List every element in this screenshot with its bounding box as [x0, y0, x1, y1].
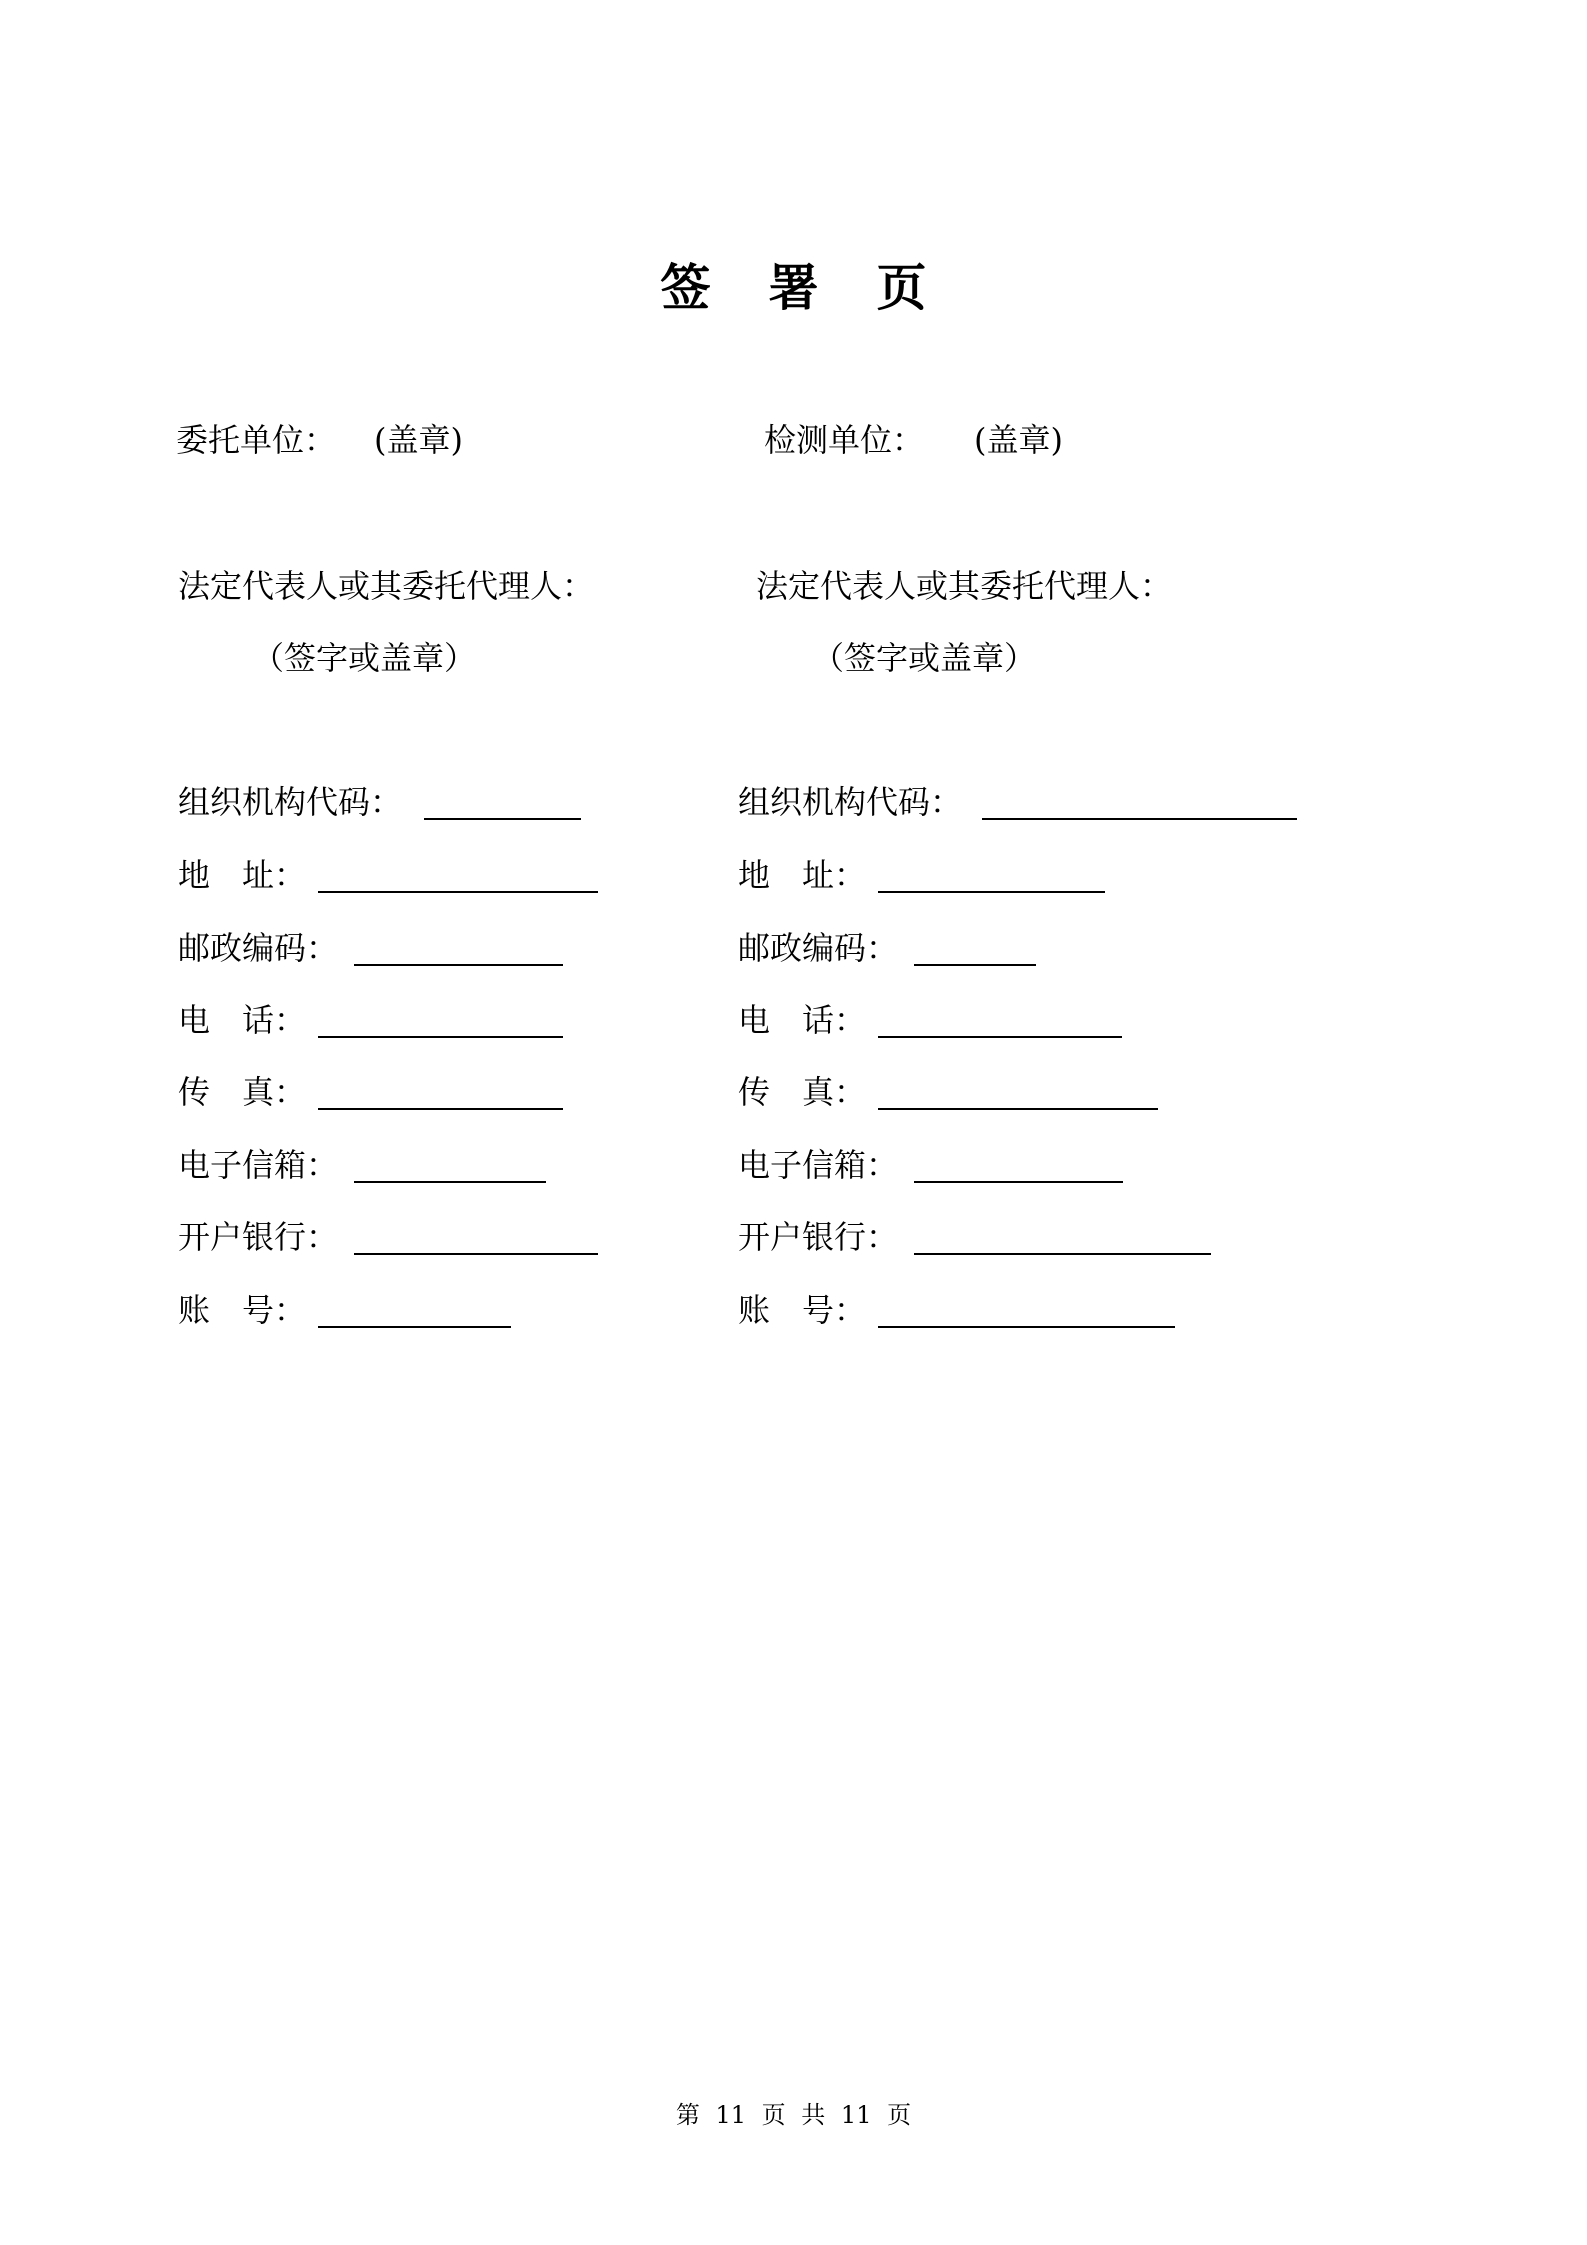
- client-org-code-field[interactable]: [424, 818, 581, 820]
- tester-org-code-field[interactable]: [982, 818, 1297, 820]
- tester-representative-sign-note: （签字或盖章）: [812, 639, 1037, 677]
- client-bank-label: 开户银行：: [178, 1218, 339, 1256]
- client-account-label: 账 号：: [178, 1291, 307, 1329]
- tester-bank-field[interactable]: [914, 1253, 1211, 1255]
- client-address-field[interactable]: [318, 891, 598, 893]
- client-org-code-label: 组织机构代码：: [178, 783, 403, 821]
- client-email-field[interactable]: [354, 1181, 546, 1183]
- tester-account-label: 账 号：: [738, 1291, 867, 1329]
- page-number: 第 11 页 共 11 页: [675, 2101, 912, 2129]
- tester-fax-label: 传 真：: [738, 1073, 867, 1111]
- client-fax-label: 传 真：: [178, 1073, 307, 1111]
- tester-representative-label: 法定代表人或其委托代理人：: [756, 567, 1173, 605]
- client-representative-sign-note: （签字或盖章）: [252, 639, 477, 677]
- tester-address-label: 地 址：: [738, 856, 867, 894]
- client-bank-field[interactable]: [354, 1253, 598, 1255]
- tester-address-field[interactable]: [878, 891, 1105, 893]
- tester-org-code-label: 组织机构代码：: [738, 783, 963, 821]
- tester-unit-seal: (盖章): [974, 421, 1063, 459]
- client-phone-field[interactable]: [318, 1036, 563, 1038]
- client-representative-label: 法定代表人或其委托代理人：: [178, 567, 595, 605]
- tester-email-label: 电子信箱：: [738, 1146, 899, 1184]
- client-account-field[interactable]: [318, 1326, 511, 1328]
- client-unit-label: 委托单位：: [176, 421, 337, 459]
- client-postcode-label: 邮政编码：: [178, 929, 339, 967]
- client-postcode-field[interactable]: [354, 964, 563, 966]
- tester-phone-field[interactable]: [878, 1036, 1122, 1038]
- client-fax-field[interactable]: [318, 1108, 563, 1110]
- tester-postcode-field[interactable]: [914, 964, 1036, 966]
- tester-postcode-label: 邮政编码：: [738, 929, 899, 967]
- tester-account-field[interactable]: [878, 1326, 1175, 1328]
- page-title: 签署页: [660, 258, 985, 317]
- tester-email-field[interactable]: [914, 1181, 1123, 1183]
- tester-unit-label: 检测单位：: [764, 421, 925, 459]
- tester-phone-label: 电 话：: [738, 1001, 867, 1039]
- client-email-label: 电子信箱：: [178, 1146, 339, 1184]
- client-phone-label: 电 话：: [178, 1001, 307, 1039]
- tester-fax-field[interactable]: [878, 1108, 1158, 1110]
- client-unit-seal: (盖章): [374, 421, 463, 459]
- client-address-label: 地 址：: [178, 856, 307, 894]
- tester-bank-label: 开户银行：: [738, 1218, 899, 1256]
